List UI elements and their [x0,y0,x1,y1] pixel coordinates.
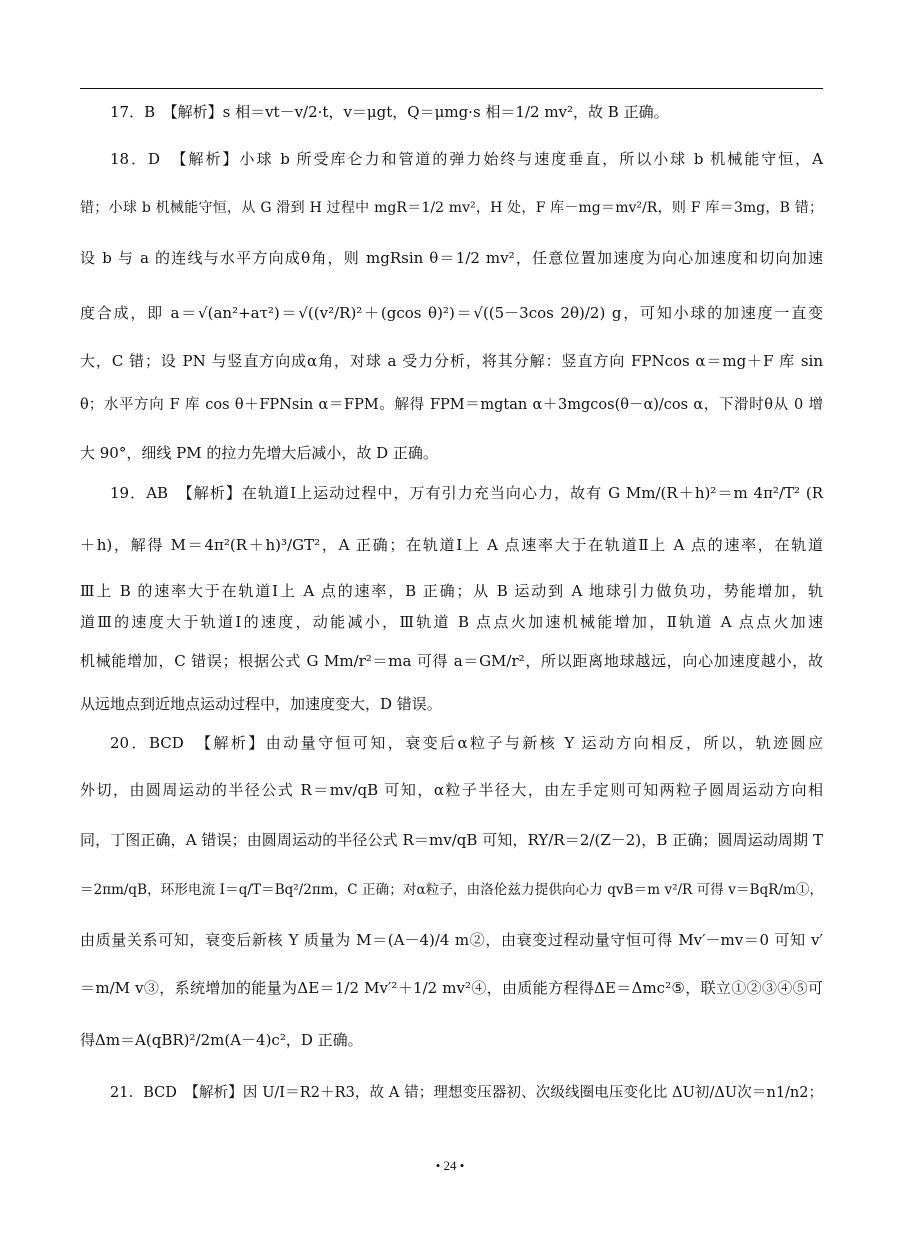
solution-20-line-2: 外切，由圆周运动的半径公式 R＝mv/qB 可知，α粒子半径大，由左手定则可知两粒子圆周运动方向相 [80,781,823,799]
solution-20-line-6: ＝m/M v③，系统增加的能量为ΔE＝1/2 Mv′²＋1/2 mv²④，由质能方程得ΔE＝Δmc²⑤，联立①②③④⑤可 [80,979,823,997]
solution-18-line-4: 度合成，即 a＝√(an²+aτ²)＝√((v²/R)²＋(gcos θ)²)＝√((5－3cos 2θ)/2) g，可知小球的加速度一直变 [80,304,823,322]
solution-20-line-3: 同，丁图正确，A 错误；由圆周运动的半径公式 R＝mv/qB 可知，RY/R＝2/(Z－2)，B 正确；圆周运动周期 T [80,831,823,849]
solution-19-line-5: 机械能增加，C 错误；根据公式 G Mm/r²＝ma 可得 a＝GM/r²，所以距离地球越远，向心加速度越小，故 [80,652,823,670]
solution-18-line-2: 错；小球 b 机械能守恒，从 G 滑到 H 过程中 mgR＝1/2 mv²，H 处，F 库－mg＝mv²/R，则 F 库＝3mg，B 错； [80,200,823,216]
solution-18-line-3: 设 b 与 a 的连线与水平方向成θ角，则 mgRsin θ＝1/2 mv²，任意位置加速度为向心加速度和切向加速 [80,249,823,267]
solution-18-line-6: θ；水平方向 F 库 cos θ＋FPNsin α＝FPM。解得 FPM＝mgtan α＋3mgcos(θ－α)/cos α，下滑时θ从 0 增 [80,397,823,413]
solution-17: 17．B 【解析】s 相＝vt－v/2·t，v＝μgt，Q＝μmg·s 相＝1/2 mv²，故 B 正确。 [110,103,669,121]
header-rule [80,88,823,89]
solution-21-line-1: 21．BCD 【解析】因 U/I＝R2＋R3，故 A 错；理想变压器初、次级线圈电压变化比 ΔU初/ΔU次＝n1/n2； [110,1085,823,1101]
solution-18-line-1: 18．D 【解析】小球 b 所受库仑力和管道的弹力始终与速度垂直，所以小球 b 机械能守恒，A [110,150,823,168]
solution-20-line-5: 由质量关系可知，衰变后新核 Y 质量为 M＝(A－4)/4 m②，由衰变过程动量守恒可得 Mv′－mv＝0 可知 v′ [80,931,823,949]
solution-19-line-2: ＋h)，解得 M＝4π²(R＋h)³/GT²，A 正确；在轨道Ⅰ上 A 点速率大于在轨道Ⅱ上 A 点的速率，在轨道 [80,536,823,554]
solution-20-line-4: ＝2πm/qB，环形电流 I＝q/T＝Bq²/2πm，C 正确；对α粒子，由洛伦兹力提供向心力 qvB＝m v²/R 可得 v＝BqR/m①， [80,882,823,898]
solution-20-line-7: 得Δm＝A(qBR)²/2m(A－4)c²，D 正确。 [80,1031,363,1049]
solution-18-line-5: 大，C 错；设 PN 与竖直方向成α角，对球 a 受力分析，将其分解：竖直方向 FPNcos α＝mg＋F 库 sin [80,352,823,370]
page-number: • 24 • [435,1158,465,1173]
solution-19-line-6: 从远地点到近地点运动过程中，加速度变大，D 错误。 [80,695,442,713]
solution-19-line-3: Ⅲ上 B 的速率大于在轨道Ⅰ上 A 点的速率，B 正确；从 B 运动到 A 地球引力做负功，势能增加，轨 [80,582,823,600]
solution-19-line-4: 道Ⅲ的速度大于轨道Ⅰ的速度，动能减小，Ⅲ轨道 B 点点火加速机械能增加，Ⅱ轨道 A 点点火加速 [80,613,823,631]
solution-20-line-1: 20．BCD 【解析】由动量守恒可知，衰变后α粒子与新核 Y 运动方向相反，所以，轨迹圆应 [110,734,823,752]
solution-19-line-1: 19．AB 【解析】在轨道Ⅰ上运动过程中，万有引力充当向心力，故有 G Mm/(R＋h)²＝m 4π²/T² (R [110,484,823,502]
solution-18-line-7: 大 90°，细线 PM 的拉力先增大后减小，故 D 正确。 [80,444,438,462]
